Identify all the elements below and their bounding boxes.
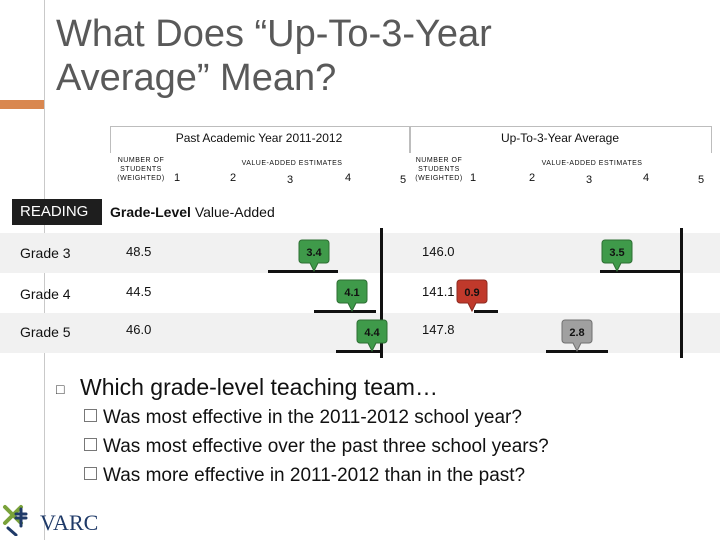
estimate-value: 0.9: [464, 287, 480, 299]
students-average: 147.8: [422, 322, 455, 337]
students-weighted-header-right: [410, 156, 468, 183]
average-section-divider: [680, 228, 683, 358]
students-header-line1: NUMBER OF: [117, 157, 165, 164]
students-header-line2: STUDENTS: [418, 166, 460, 173]
students-past: 48.5: [126, 244, 152, 259]
bullet-icon: □: [56, 381, 65, 397]
estimate-value: 4.1: [344, 287, 360, 299]
estimate-marker: [456, 278, 488, 314]
tick-left-3: 3: [287, 174, 294, 186]
students-header-line3: (WEIGHTED): [415, 175, 463, 182]
estimates-header-right: VALUE-ADDED ESTIMATES: [541, 160, 643, 167]
logo-text: VARC: [40, 510, 99, 535]
row-grade-label: Grade 4: [20, 286, 71, 302]
tick-right-3: 3: [586, 174, 593, 186]
estimate-value: 3.4: [306, 247, 322, 259]
estimate-marker: [561, 318, 593, 354]
bullet-question: Which grade-level teaching team…: [80, 374, 438, 400]
tick-right-1: 1: [470, 172, 477, 184]
row-grade-label: Grade 3: [20, 245, 71, 261]
estimate-value: 2.8: [569, 327, 585, 339]
subject-tag: READING: [12, 199, 102, 225]
sub-bullet-text: Was more effective in 2011-2012 than in the past?: [103, 465, 526, 486]
students-average: 146.0: [422, 244, 455, 259]
estimate-marker: [336, 278, 368, 314]
estimate-marker: [298, 238, 330, 274]
sub-bullet: [84, 436, 549, 458]
accent-bar: [0, 100, 44, 109]
estimates-header-left: VALUE-ADDED ESTIMATES: [241, 160, 343, 167]
students-weighted-header-left: [110, 156, 172, 183]
students-past: 46.0: [126, 322, 152, 337]
sub-bullet-text: Was most effective over the past three school years?: [103, 436, 549, 457]
tick-left-5: 5: [400, 174, 407, 186]
varc-logo-mark: [5, 507, 26, 535]
tick-left-1: 1: [174, 172, 181, 184]
students-header-line3: (WEIGHTED): [117, 175, 165, 182]
tick-left-4: 4: [345, 172, 352, 184]
average-header: Up-To-3-Year Average: [500, 131, 620, 145]
students-header-line2: STUDENTS: [120, 166, 162, 173]
section-label-rest: Value-Added: [190, 204, 275, 220]
section-label: [110, 204, 275, 220]
estimate-marker: [601, 238, 633, 274]
slide-title: [56, 12, 696, 100]
sub-bullet: [84, 407, 522, 429]
row-grade-label: Grade 5: [20, 324, 71, 340]
students-past: 44.5: [126, 284, 152, 299]
tick-right-2: 2: [529, 172, 536, 184]
estimate-marker: [356, 318, 388, 354]
tick-left-2: 2: [230, 172, 237, 184]
checkbox-icon: [84, 409, 97, 422]
tick-right-4: 4: [643, 172, 650, 184]
title-line-2: Average” Mean?: [56, 57, 337, 99]
students-header-line1: NUMBER OF: [415, 157, 463, 164]
estimate-value: 4.4: [364, 327, 380, 339]
title-line-1: What Does “Up-To-3-Year: [56, 13, 492, 55]
sub-bullet: [84, 465, 525, 487]
past-year-header: Past Academic Year 2011-2012: [175, 131, 343, 145]
tick-right-5: 5: [698, 174, 705, 186]
checkbox-icon: [84, 438, 97, 451]
students-average: 141.1: [422, 284, 455, 299]
checkbox-icon: [84, 467, 97, 480]
sub-bullet-text: Was most effective in the 2011-2012 school year?: [103, 407, 522, 428]
varc-logo: [2, 504, 122, 536]
section-label-bold: Grade-Level: [110, 204, 191, 220]
estimate-value: 3.5: [609, 247, 625, 259]
